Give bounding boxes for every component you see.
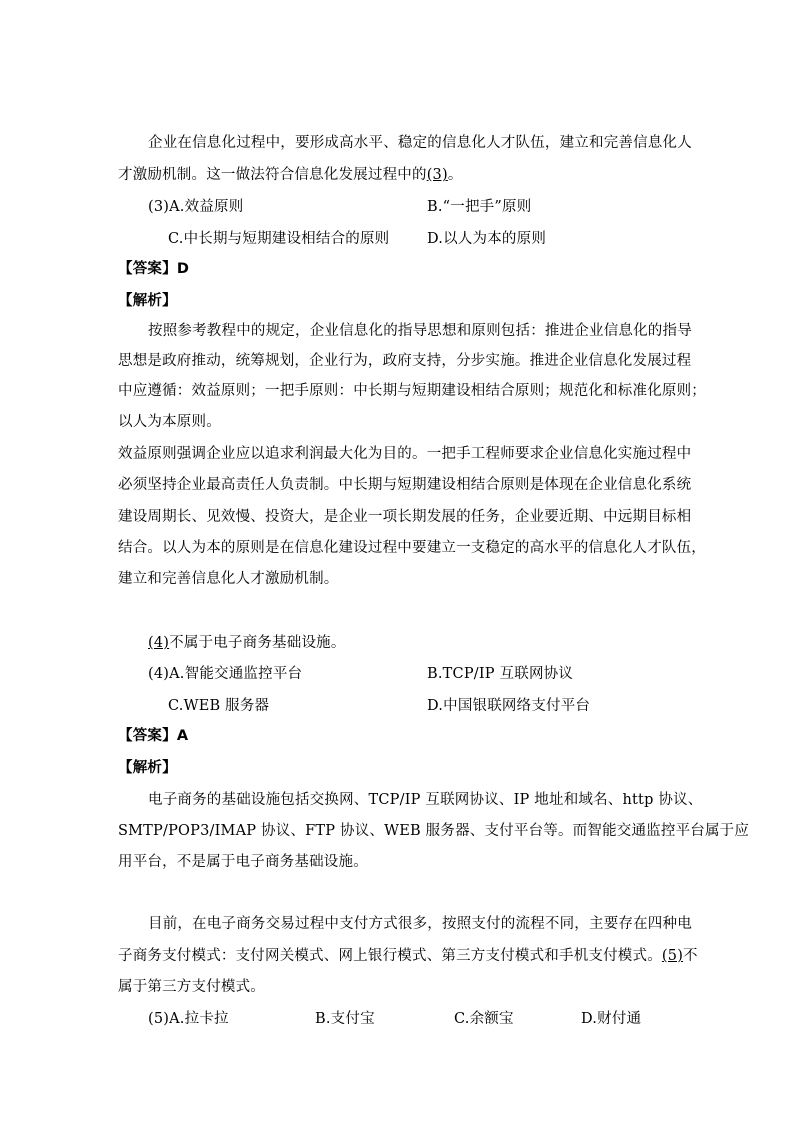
q4-blank: (4) [148, 635, 170, 651]
q4-analysis-line: 用平台，不是属于电子商务基础设施。 [118, 854, 368, 870]
q3-answer-label: 【答案】 [118, 261, 177, 277]
q5-option-d: D.财付通 [581, 1011, 642, 1027]
q3-analysis-line: 建设周期长、见效慢、投资大，是企业一项长期发展的任务，企业要近期、中远期目标相 [118, 509, 692, 525]
q4-answer-label: 【答案】 [118, 728, 177, 744]
q4-analysis-label: 【解析】 [118, 760, 177, 776]
q3-stem-line2 [118, 165, 463, 185]
q4-option-b: B.TCP/IP 互联网协议 [427, 666, 574, 682]
q4-answer [118, 726, 188, 746]
q4-analysis-line: 电子商务的基础设施包括交换网、TCP/IP 互联网协议、IP 地址和域名、http 协议、 [148, 792, 703, 808]
q3-analysis-line: 效益原则强调企业应以追求利润最大化为目的。一把手工程师要求企业信息化实施过程中 [118, 446, 692, 462]
q5-option-c: C.余额宝 [454, 1011, 514, 1027]
q5-stem-pre: 子商务支付模式：支付网关模式、网上银行模式、第三方支付模式和手机支付模式。 [118, 948, 662, 964]
q4-stem [148, 633, 346, 653]
q4-stem-post: 不属于电子商务基础设施。 [169, 635, 346, 651]
q3-answer-value: D [176, 261, 190, 277]
q5-stem-line2 [118, 946, 698, 966]
q5-option-a: (5)A.拉卡拉 [148, 1011, 229, 1027]
q4-option-d: D.中国银联网络支付平台 [427, 698, 591, 714]
q5-stem-line1: 目前，在电子商务交易过程中支付方式很多，按照支付的流程不同，主要存在四种电 [148, 916, 692, 932]
q3-stem-post: 。 [447, 167, 463, 183]
q3-answer [118, 259, 189, 279]
q3-option-c: C.中长期与短期建设相结合的原则 [168, 231, 390, 247]
q5-stem-line3: 属于第三方支付模式。 [118, 979, 265, 995]
q3-analysis-line: 按照参考教程中的规定，企业信息化的指导思想和原则包括：推进企业信息化的指导 [148, 323, 692, 339]
q4-answer-value: A [176, 728, 189, 744]
q3-blank: (3) [426, 167, 448, 183]
q4-analysis-line: SMTP/POP3/IMAP 协议、FTP 协议、WEB 服务器、支付平台等。而智能交通监控平台属于应 [118, 823, 750, 839]
q3-analysis-label: 【解析】 [118, 293, 177, 309]
q3-stem-pre: 才激励机制。这一做法符合信息化发展过程中的 [118, 167, 427, 183]
q3-analysis-line: 以人为本原则。 [118, 414, 221, 430]
q3-option-d: D.以人为本的原则 [427, 231, 547, 247]
q3-analysis-line: 思想是政府推动，统筹规划，企业行为，政府支持，分步实施。推进企业信息化发展过程 [118, 353, 692, 369]
q3-analysis-line: 结合。以人为本的原则是在信息化建设过程中要建立一支稳定的高水平的信息化人才队伍， [118, 540, 706, 556]
q5-option-b: B.支付宝 [315, 1011, 375, 1027]
q3-analysis-line: 中应遵循：效益原则；一把手原则：中长期与短期建设相结合原则；规范化和标准化原则； [118, 383, 706, 399]
q3-option-b: B.“一把手”原则 [427, 199, 532, 215]
q3-analysis-line: 建立和完善信息化人才激励机制。 [118, 571, 339, 587]
q5-stem-post: 不 [683, 948, 698, 964]
q5-blank: (5) [661, 948, 684, 964]
q3-analysis-line: 必须坚持企业最高责任人负责制。中长期与短期建设相结合原则是体现在企业信息化系统 [118, 477, 692, 493]
q3-stem-line1: 企业在信息化过程中，要形成高水平、稳定的信息化人才队伍，建立和完善信息化人 [148, 135, 692, 151]
q4-option-a: (4)A.智能交通监控平台 [148, 666, 303, 682]
q3-option-a: (3)A.效益原则 [148, 199, 244, 215]
q4-option-c: C.WEB 服务器 [168, 698, 270, 714]
